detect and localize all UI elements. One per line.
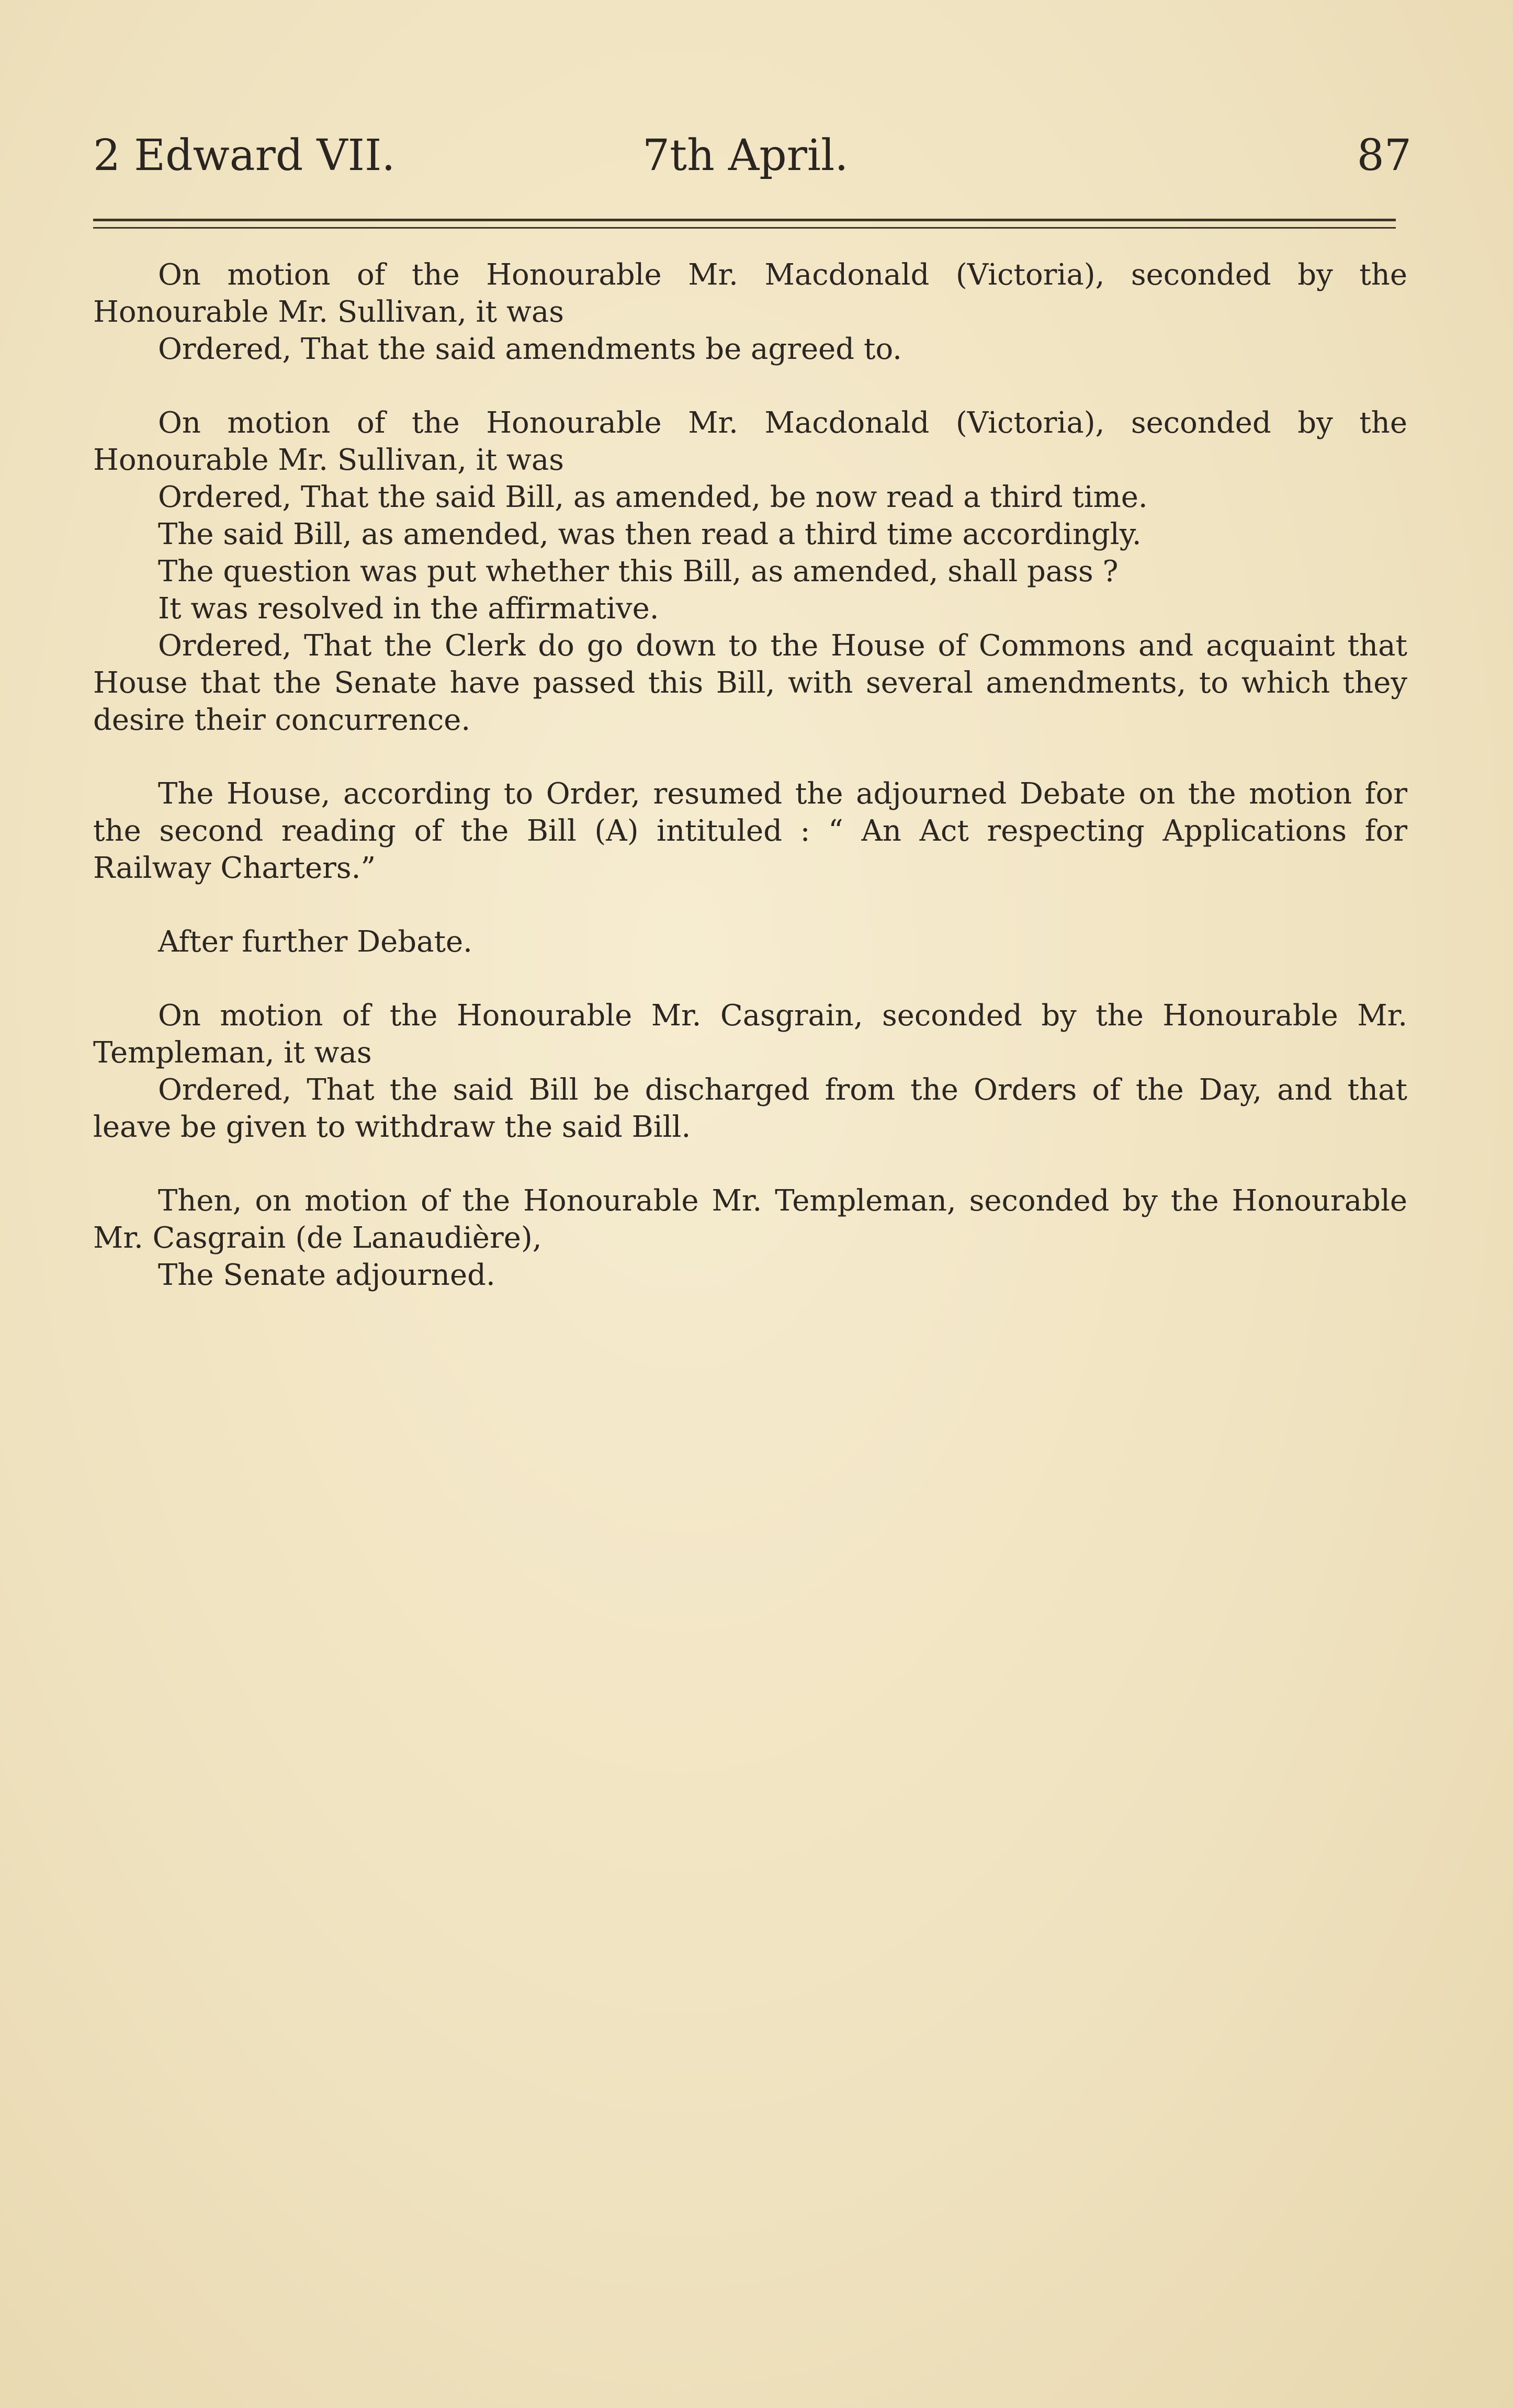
paragraph-ordered-discharge: Ordered, That the said Bill be discharged from the Orders of the Day, and that leave be given to withdraw the said Bill. [93,1073,1407,1144]
paragraph-ordered-clerk: Ordered, That the Clerk do go down to the House of Commons and acquaint that House that the Senate have passed this Bill, with several amendments, to which they desire their concurrence. [93,629,1407,737]
page-header [93,131,1412,188]
page-body [93,256,1407,1294]
paragraph-motion-3: On motion of the Honourable Mr. Casgrain, seconded by the Honourable Mr. Templeman, it was [93,999,1407,1070]
paragraph-adjourn-motion: Then, on motion of the Honourable Mr. Templeman, seconded by the Honourable Mr. Casgrain (de Lanaudière), [93,1184,1407,1255]
paragraph-further-debate: After further Debate. [158,925,472,959]
paragraph-third-reading: The said Bill, as amended, was then read a third time accordingly. [158,517,1142,551]
paragraph-debate: The House, according to Order, resumed the adjourned Debate on the motion for the second reading of the Bill (A) intituled : “ An Act respecting Applications for Railway Charters.” [93,777,1407,885]
paragraph-resolved: It was resolved in the affirmative. [158,592,659,626]
paragraph-question: The question was put whether this Bill, as amended, shall pass ? [158,555,1119,589]
header-rule [93,219,1396,221]
paragraph-ordered-1: Ordered, That the said amendments be agreed to. [158,332,902,366]
paragraph-motion-2: On motion of the Honourable Mr. Macdonald (Victoria), seconded by the Honourable Mr. Sullivan, it was [93,406,1407,477]
paragraph-ordered-2: Ordered, That the said Bill, as amended, be now read a third time. [158,480,1148,514]
paragraph-motion-1: On motion of the Honourable Mr. Macdonald (Victoria), seconded by the Honourable Mr. Sullivan, it was [93,258,1407,329]
header-regnal-year: 2 Edward VII. [93,131,396,180]
page-number: 87 [1357,131,1412,180]
header-date: 7th April. [642,131,849,180]
header-rule-secondary [93,227,1396,229]
paragraph-adjourned: The Senate adjourned. [158,1258,495,1292]
